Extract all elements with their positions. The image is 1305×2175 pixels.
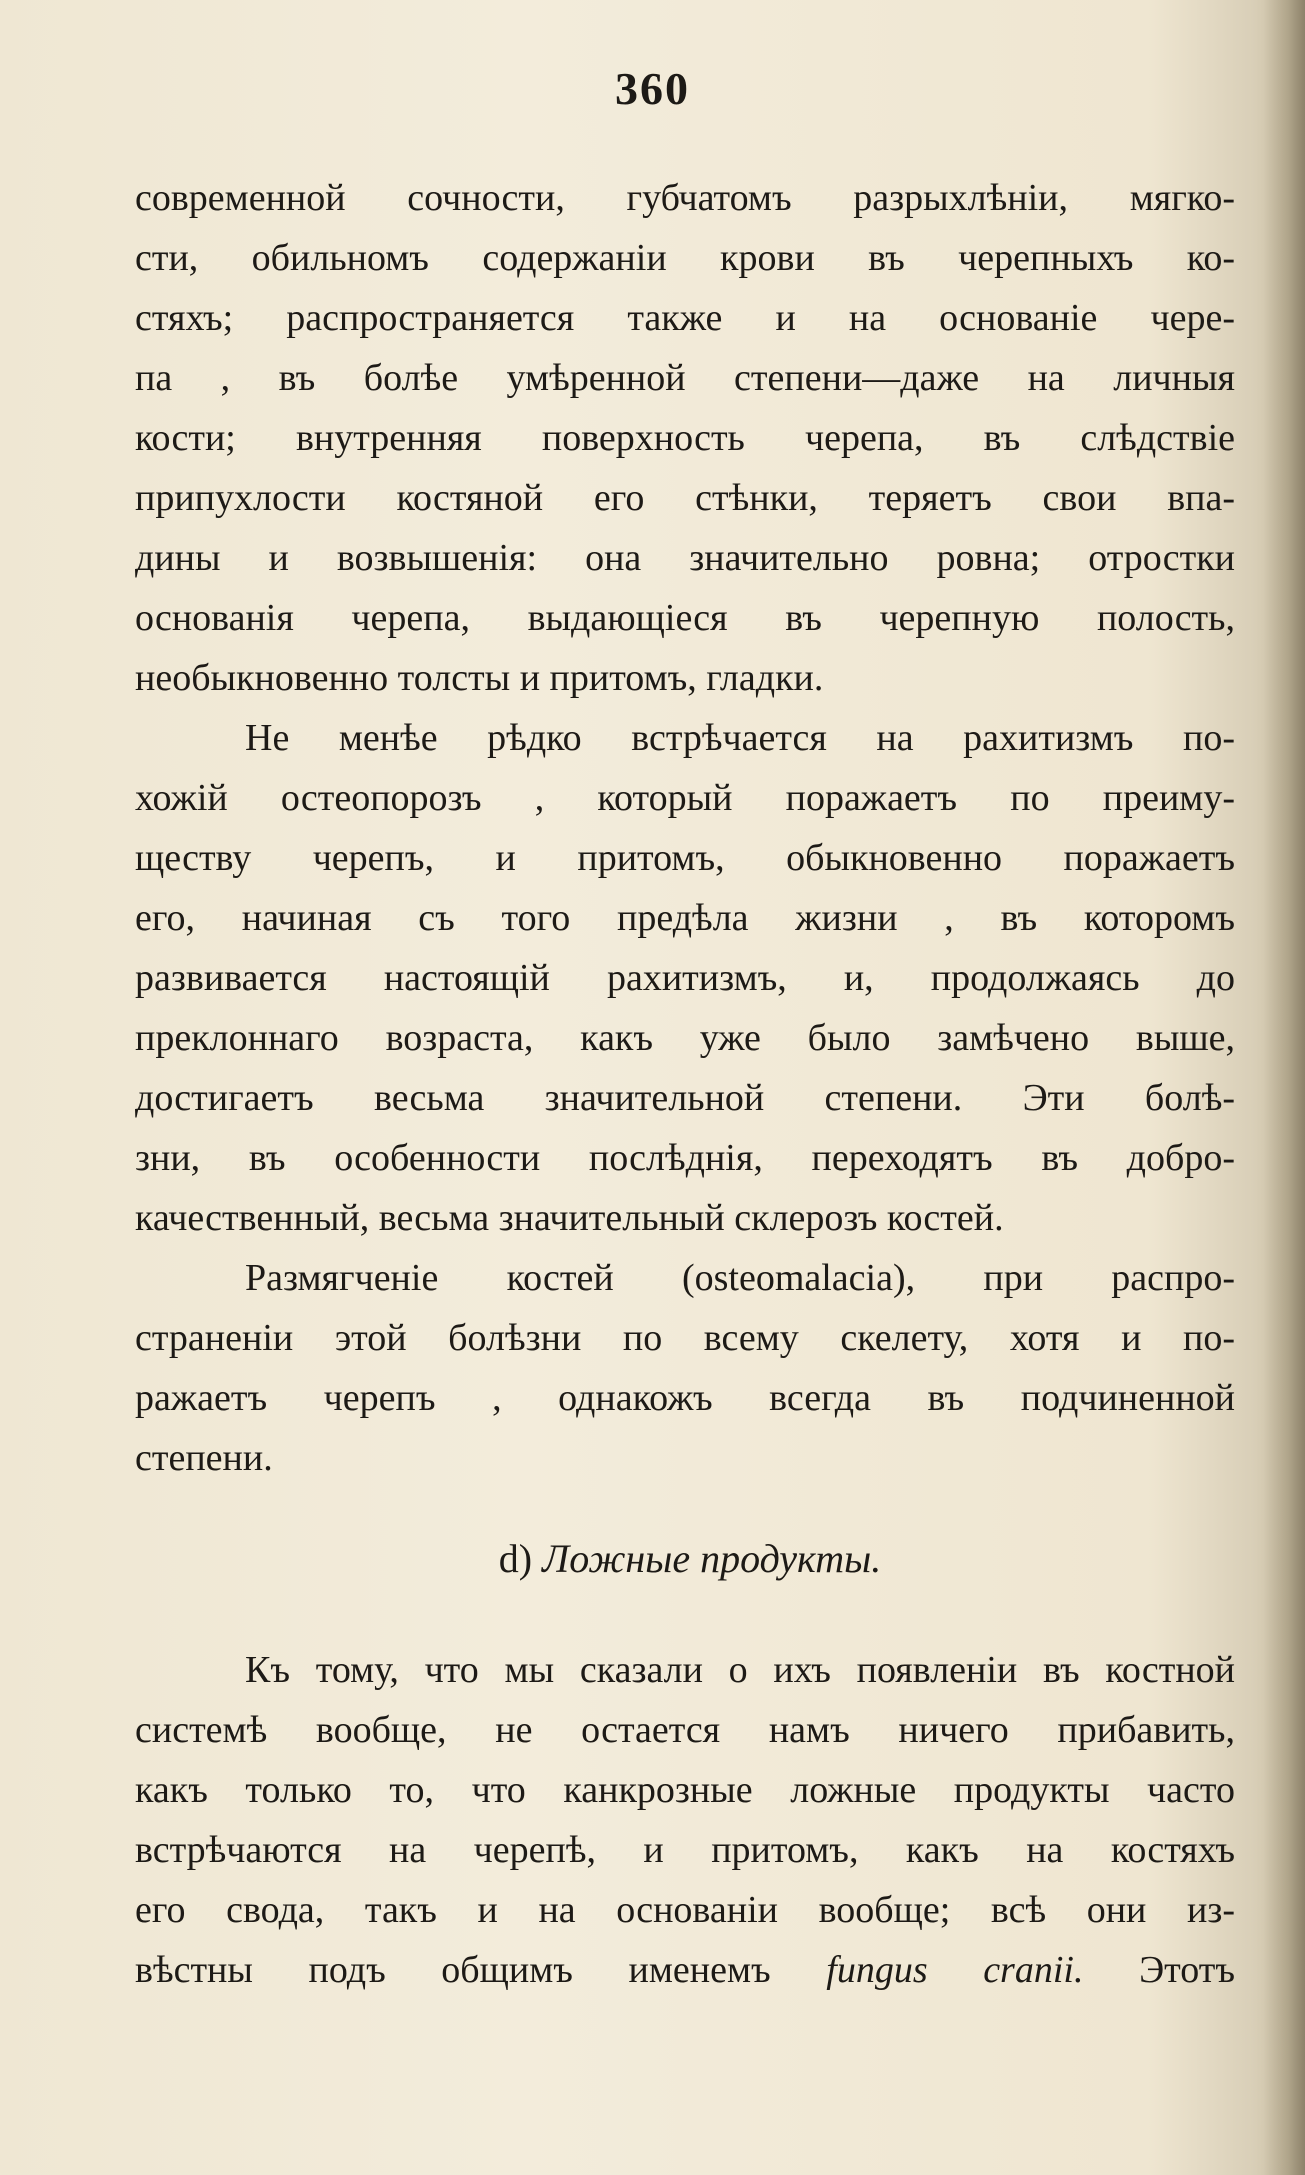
text-line-mixed bbox=[135, 1940, 1235, 2000]
text-line: современной сочности, губчатомъ разрыхлѣніи, мягко- bbox=[135, 177, 1235, 219]
text-line: зни, въ особенности послѣднія, переходятъ въ добро- bbox=[135, 1137, 1235, 1179]
text-line: встрѣчаются на черепѣ, и притомъ, какъ на костяхъ bbox=[135, 1829, 1235, 1871]
paragraph-1 bbox=[135, 168, 1235, 708]
text-line: сти, обильномъ содержаніи крови въ черепныхъ ко- bbox=[135, 237, 1235, 279]
text-line: преклоннаго возраста, какъ уже было замѣчено выше, bbox=[135, 1017, 1235, 1059]
text-line: основанія черепа, выдающіеся въ черепную полость, bbox=[135, 597, 1235, 639]
section-heading-title: Ложные продукты. bbox=[542, 1536, 882, 1581]
text-line: ществу черепъ, и притомъ, обыкновенно поражаетъ bbox=[135, 837, 1235, 879]
text-line: кости; внутренняя поверхность черепа, въ слѣдствіе bbox=[135, 417, 1235, 459]
text-line: развивается настоящій рахитизмъ, и, продолжаясь до bbox=[135, 957, 1235, 999]
text-line: дины и возвышенія: она значительно ровна; отростки bbox=[135, 537, 1235, 579]
spacer bbox=[135, 1594, 1235, 1640]
text-run: вѣстны подъ общимъ именемъ bbox=[135, 1949, 771, 1991]
text-line: припухлости костяной его стѣнки, теряетъ свои впа- bbox=[135, 477, 1235, 519]
text-line: его свода, такъ и на основаніи вообще; всѣ они из- bbox=[135, 1889, 1235, 1931]
page-number: 360 bbox=[615, 63, 690, 114]
text-line: Не менѣе рѣдко встрѣчается на рахитизмъ по- bbox=[245, 717, 1235, 759]
text-line: ражаетъ черепъ , однакожъ всегда въ подчиненной bbox=[135, 1377, 1235, 1419]
text-line: необыкновенно толсты и притомъ, гладки. bbox=[135, 657, 824, 699]
paragraph-2 bbox=[135, 708, 1235, 1248]
text-line: страненіи этой болѣзни по всему скелету, хотя и по- bbox=[135, 1317, 1235, 1359]
text-line: какъ только то, что канкрозные ложные продукты часто bbox=[135, 1769, 1235, 1811]
text-line: стяхъ; распространяется также и на основаніе чере- bbox=[135, 297, 1235, 339]
text-line: степени. bbox=[135, 1437, 273, 1479]
text-run: Этотъ bbox=[1139, 1949, 1236, 1991]
text-line: достигаетъ весьма значительной степени. Эти болѣ- bbox=[135, 1077, 1235, 1119]
latin-term: fungus cranii. bbox=[826, 1949, 1084, 1991]
page-edge-shadow bbox=[1263, 0, 1305, 2175]
text-line: па , въ болѣе умѣренной степени—даже на личныя bbox=[135, 357, 1235, 399]
text-line: качественный, весьма значительный склерозъ костей. bbox=[135, 1197, 1004, 1239]
paragraph-4 bbox=[135, 1640, 1235, 2000]
spacer bbox=[135, 1488, 1235, 1524]
text-line: хожій остеопорозъ , который поражаетъ по преиму- bbox=[135, 777, 1235, 819]
body-text bbox=[135, 168, 1235, 2000]
text-line: системѣ вообще, не остается намъ ничего прибавить, bbox=[135, 1709, 1235, 1751]
text-line: Къ тому, что мы сказали о ихъ появленіи въ костной bbox=[245, 1649, 1235, 1691]
text-line: его, начиная съ того предѣла жизни , въ которомъ bbox=[135, 897, 1235, 939]
section-heading-label: d) bbox=[498, 1536, 533, 1581]
text-line: Размягченіе костей (osteomalacia), при распро- bbox=[245, 1257, 1235, 1299]
paragraph-3 bbox=[135, 1248, 1235, 1488]
section-heading bbox=[135, 1524, 1235, 1594]
